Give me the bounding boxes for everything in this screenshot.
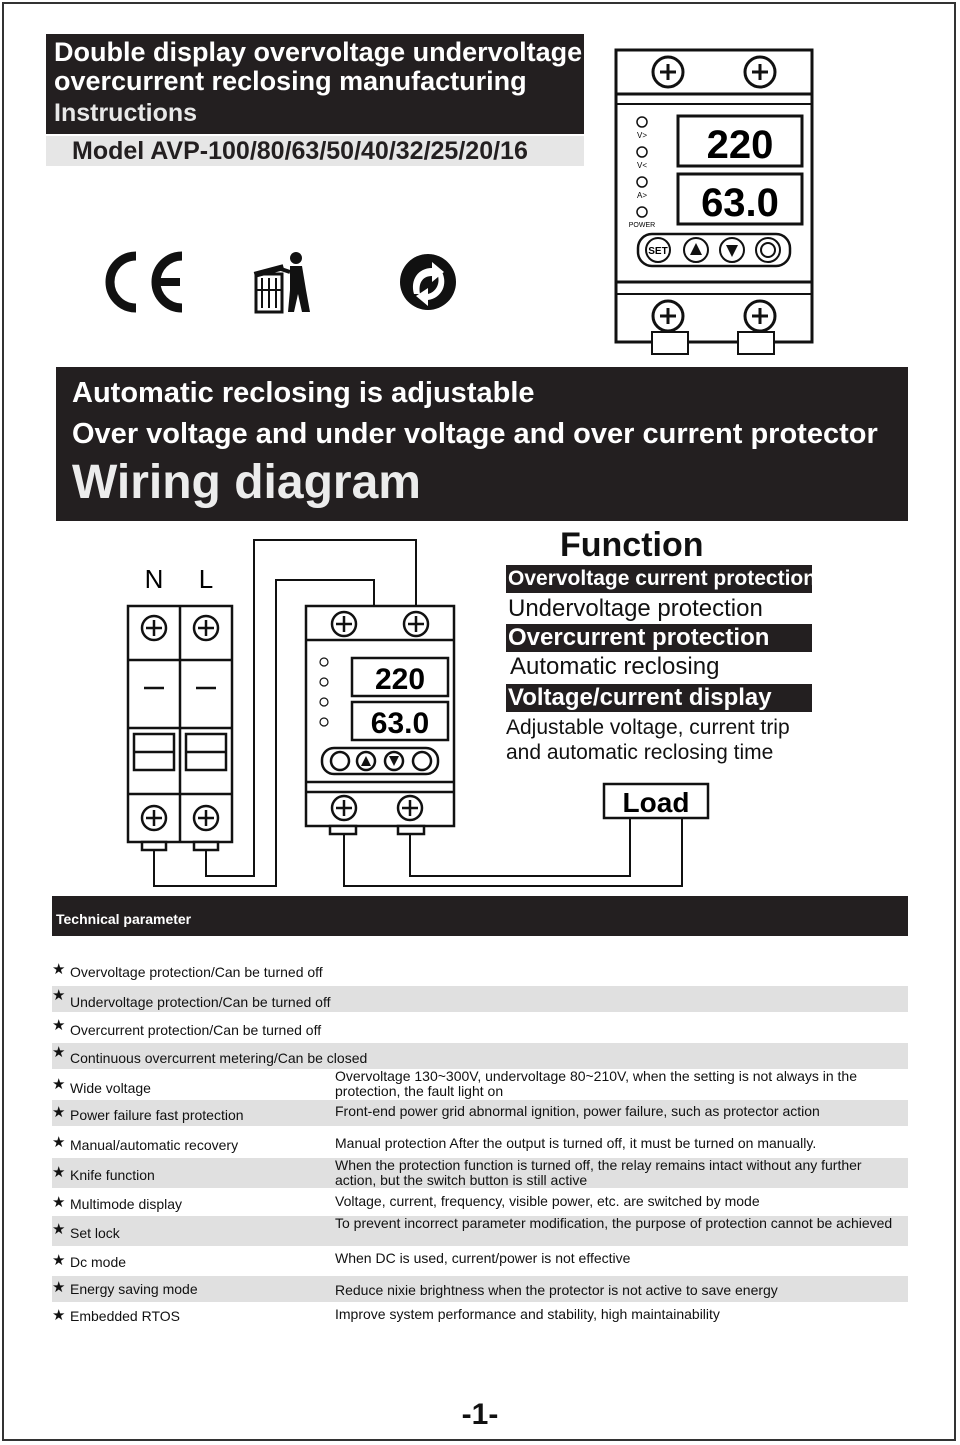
star-icon: ★	[52, 961, 66, 978]
circuit-breaker	[128, 606, 232, 850]
table-row	[52, 986, 908, 1012]
param-name: Embedded RTOS	[70, 1308, 180, 1324]
param-desc: When the protection function is turned off, the relay remains intact without any further action, but the switch button is still active	[335, 1157, 862, 1188]
function-item: Automatic reclosing	[510, 653, 720, 680]
live-label: L	[198, 564, 214, 594]
param-name: Dc mode	[70, 1254, 127, 1270]
table-row	[52, 1130, 908, 1156]
indicator-label: V>	[636, 131, 648, 140]
voltage-display: 220	[706, 123, 774, 167]
param-desc: Overvoltage 130~300V, undervoltage 80~210V, when the setting is not always in the protection, the fault light on	[335, 1068, 858, 1099]
neutral-label: N	[144, 564, 164, 594]
title-line-2: overcurrent reclosing manufacturing	[54, 66, 527, 96]
table-row	[52, 1248, 908, 1274]
param-name: Continuous overcurrent metering/Can be closed	[70, 1050, 368, 1066]
table-row	[52, 960, 908, 986]
function-title: Function	[560, 526, 704, 564]
function-item: Adjustable voltage, current trip	[506, 716, 790, 739]
green-dot-recycle-icon	[396, 250, 460, 314]
table-row	[52, 1069, 908, 1099]
param-name: Manual/automatic recovery	[70, 1137, 239, 1153]
current-display: 63.0	[701, 181, 779, 225]
function-item: Voltage/current display	[506, 684, 812, 712]
star-icon: ★	[52, 1076, 66, 1093]
table-row	[52, 1304, 908, 1330]
ce-mark-icon	[96, 248, 188, 318]
star-icon: ★	[52, 1279, 66, 1296]
set-button-label: SET	[648, 246, 668, 257]
title-line-3: Instructions	[54, 99, 198, 127]
table-row	[52, 1216, 908, 1246]
param-desc: To prevent incorrect parameter modification, the purpose of protection cannot be achieved	[335, 1215, 893, 1231]
function-item: Overvoltage current protection	[506, 565, 812, 593]
tech-header: Technical parameter	[52, 896, 908, 936]
param-name: Energy saving mode	[70, 1281, 198, 1297]
title-block	[46, 34, 584, 134]
function-item: Overcurrent protection	[506, 624, 812, 652]
param-name: Multimode display	[70, 1196, 183, 1212]
param-name: Overvoltage protection/Can be turned off	[70, 964, 323, 980]
param-name: Undervoltage protection/Can be turned off	[70, 994, 331, 1010]
device-illustration	[612, 46, 818, 360]
param-desc: Voltage, current, frequency, visible power, etc. are switched by mode	[335, 1193, 760, 1209]
banner-line-3: Wiring diagram	[72, 456, 421, 509]
indicator-label: A>	[636, 191, 648, 200]
table-row	[52, 1158, 908, 1188]
param-name: Wide voltage	[70, 1080, 151, 1096]
weee-bin-icon	[250, 250, 314, 318]
param-desc: Front-end power grid abnormal ignition, power failure, such as protector action	[335, 1103, 820, 1119]
load-label: Load	[622, 787, 690, 818]
param-desc: Manual protection After the output is turned off, it must be turned on manually.	[335, 1135, 817, 1151]
table-row	[52, 1016, 908, 1042]
table-row	[52, 1190, 908, 1216]
star-icon: ★	[52, 1134, 66, 1151]
star-icon: ★	[52, 1164, 66, 1181]
param-name: Overcurrent protection/Can be turned off	[70, 1022, 322, 1038]
diagram-current-display: 63.0	[370, 707, 430, 740]
star-icon: ★	[52, 1017, 66, 1034]
page-number: -1-	[461, 1398, 499, 1431]
model-label: Model AVP-100/80/63/50/40/32/25/20/16	[46, 136, 584, 166]
function-item: and automatic reclosing time	[506, 741, 774, 764]
banner-line-1: Automatic reclosing is adjustable	[72, 377, 535, 409]
star-icon: ★	[52, 1104, 66, 1121]
wiring-banner	[56, 367, 908, 521]
indicator-label: V<	[636, 161, 648, 170]
function-item: Undervoltage protection	[508, 595, 763, 622]
banner-line-2: Over voltage and under voltage and over current protector	[72, 418, 878, 450]
param-name: Power failure fast protection	[70, 1107, 244, 1123]
star-icon: ★	[52, 1044, 66, 1061]
param-name: Set lock	[70, 1225, 120, 1241]
table-row	[52, 1276, 908, 1302]
param-desc: When DC is used, current/power is not effective	[335, 1250, 631, 1266]
star-icon: ★	[52, 1221, 66, 1238]
star-icon: ★	[52, 1252, 66, 1269]
table-row	[52, 1043, 908, 1069]
diagram-voltage-display: 220	[374, 663, 426, 696]
title-line-1: Double display overvoltage undervoltage	[54, 37, 583, 67]
star-icon: ★	[52, 1194, 66, 1211]
star-icon: ★	[52, 1307, 66, 1324]
param-desc: Improve system performance and stability, high maintainability	[335, 1306, 720, 1322]
param-desc: Reduce nixie brightness when the protector is not active to save energy	[335, 1282, 778, 1298]
table-row	[52, 1100, 908, 1126]
param-name: Knife function	[70, 1167, 155, 1183]
star-icon: ★	[52, 987, 66, 1004]
indicator-label: POWER	[628, 222, 656, 229]
